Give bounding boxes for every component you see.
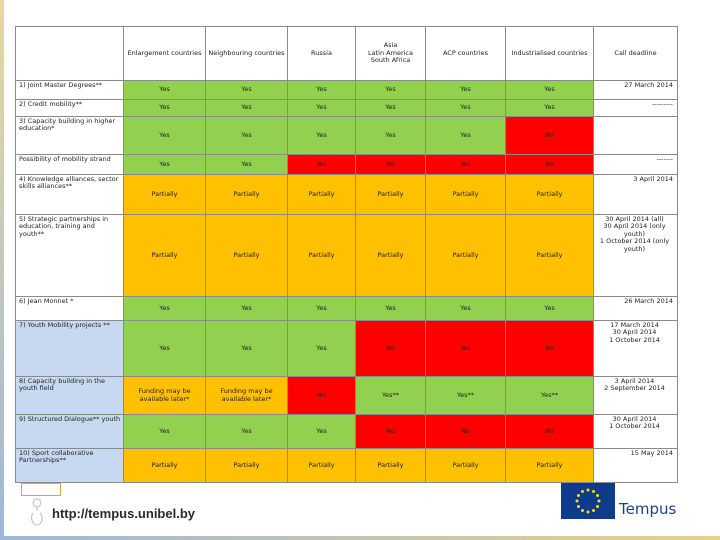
cell-asia-latam-sa: Partially [356, 215, 426, 297]
cell-deadline: 15 May 2014 [594, 449, 678, 483]
row-label: 6) Jean Monnet * [16, 297, 124, 321]
cell-acp: Yes** [426, 377, 506, 415]
cell-industrialised: Yes [506, 81, 594, 100]
cell-industrialised: Partially [506, 449, 594, 483]
cell-asia-latam-sa: No [356, 155, 426, 175]
row-label: 8) Capacity building in the youth field [16, 377, 124, 415]
header-cell-acp: ACP countries [426, 27, 506, 81]
cell-neighbouring: Partially [206, 215, 288, 297]
cell-acp: No [426, 321, 506, 377]
row-label: 1) Joint Master Degrees** [16, 81, 124, 100]
cell-russia: Yes [288, 297, 356, 321]
cell-industrialised: Partially [506, 215, 594, 297]
cell-neighbouring: Partially [206, 449, 288, 483]
row-label: 9) Structured Dialogue** youth [16, 415, 124, 449]
cell-acp: Yes [426, 117, 506, 155]
cell-neighbouring: Yes [206, 155, 288, 175]
header-cell-neighbouring: Neighbouring countries [206, 27, 288, 81]
cell-enlargement: Partially [124, 175, 206, 215]
cell-deadline: 27 March 2014 [594, 81, 678, 100]
cell-deadline: 3 April 2014 2 September 2014 [594, 377, 678, 415]
cell-asia-latam-sa: Yes** [356, 377, 426, 415]
cell-neighbouring: Yes [206, 100, 288, 117]
table-row [16, 415, 678, 449]
cell-neighbouring: Yes [206, 81, 288, 100]
header-cell-enlargement: Enlargement countries [124, 27, 206, 81]
cell-industrialised: No [506, 117, 594, 155]
cell-deadline: ------- [594, 155, 678, 175]
cell-industrialised: No [506, 155, 594, 175]
table-row [16, 297, 678, 321]
cell-russia: Partially [288, 215, 356, 297]
eu-flag-icon [561, 483, 615, 519]
cell-industrialised: No [506, 415, 594, 449]
cell-acp: Yes [426, 81, 506, 100]
cell-asia-latam-sa: Partially [356, 449, 426, 483]
header-cell-russia: Russia [288, 27, 356, 81]
footer-url-link[interactable]: http://tempus.unibel.by [52, 506, 195, 521]
row-label: 3) Capacity building in higher education* [16, 117, 124, 155]
row-label: 5) Strategic partnerships in education, training and youth** [16, 215, 124, 297]
cell-asia-latam-sa: Partially [356, 175, 426, 215]
cell-neighbouring: Partially [206, 175, 288, 215]
cell-deadline: 3 April 2014 [594, 175, 678, 215]
cell-deadline [594, 117, 678, 155]
row-label: 2) Credit mobility** [16, 100, 124, 117]
cell-deadline: 17 March 2014 30 April 2014 1 October 2014 [594, 321, 678, 377]
cell-neighbouring: Yes [206, 415, 288, 449]
cell-enlargement: Funding may be available later* [124, 377, 206, 415]
header-cell-corner [16, 27, 124, 81]
cell-enlargement: Yes [124, 155, 206, 175]
cell-asia-latam-sa: No [356, 321, 426, 377]
cell-enlargement: Yes [124, 117, 206, 155]
cell-neighbouring: Funding may be available later* [206, 377, 288, 415]
table-row [16, 81, 678, 100]
cell-asia-latam-sa: Yes [356, 100, 426, 117]
cell-acp: Partially [426, 449, 506, 483]
frame-bottom-border [0, 536, 720, 540]
cell-asia-latam-sa: Yes [356, 297, 426, 321]
cell-russia: Yes [288, 117, 356, 155]
slide-decoration-box [21, 483, 61, 496]
cell-russia: Yes [288, 321, 356, 377]
cell-acp: Partially [426, 215, 506, 297]
cell-russia: Yes [288, 100, 356, 117]
cell-deadline: 30 April 2014 1 October 2014 [594, 415, 678, 449]
cell-enlargement: Yes [124, 100, 206, 117]
cell-russia: Partially [288, 449, 356, 483]
cell-deadline: 26 March 2014 [594, 297, 678, 321]
cell-industrialised: Yes [506, 297, 594, 321]
cell-enlargement: Partially [124, 449, 206, 483]
frame-left-border [0, 0, 4, 540]
cell-acp: Partially [426, 175, 506, 215]
cell-acp: No [426, 415, 506, 449]
table-row [16, 449, 678, 483]
table-row [16, 155, 678, 175]
cell-industrialised: Yes** [506, 377, 594, 415]
cell-asia-latam-sa: Yes [356, 117, 426, 155]
cell-enlargement: Yes [124, 297, 206, 321]
row-label: 7) Youth Mobility projects ** [16, 321, 124, 377]
cell-neighbouring: Yes [206, 321, 288, 377]
cell-industrialised: No [506, 321, 594, 377]
cell-russia: Yes [288, 415, 356, 449]
header-cell-industrialised: Industrialised countries [506, 27, 594, 81]
tempus-logo: Tempus [619, 500, 677, 518]
cell-neighbouring: Yes [206, 297, 288, 321]
table-row [16, 175, 678, 215]
cell-enlargement: Yes [124, 415, 206, 449]
cell-acp: No [426, 155, 506, 175]
header-cell-deadline: Call deadline [594, 27, 678, 81]
table-row [16, 117, 678, 155]
cell-acp: Yes [426, 297, 506, 321]
cell-enlargement: Partially [124, 215, 206, 297]
paperclip-icon [30, 497, 44, 527]
eligibility-table [15, 26, 678, 483]
cell-industrialised: Partially [506, 175, 594, 215]
cell-deadline: --------- [594, 100, 678, 117]
header-cell-asia-latam-sa: Asia Latin America South Africa [356, 27, 426, 81]
header-row [16, 27, 678, 81]
cell-asia-latam-sa: Yes [356, 81, 426, 100]
table-row [16, 377, 678, 415]
cell-russia: Yes [288, 81, 356, 100]
cell-acp: Yes [426, 100, 506, 117]
table-row [16, 321, 678, 377]
table-row [16, 100, 678, 117]
row-label: 10) Sport collaborative Partnerships** [16, 449, 124, 483]
cell-russia: No [288, 377, 356, 415]
cell-neighbouring: Yes [206, 117, 288, 155]
table-row [16, 215, 678, 297]
cell-deadline: 30 April 2014 (all) 30 April 2014 (only youth) 1 October 2014 (only youth) [594, 215, 678, 297]
cell-russia: No [288, 155, 356, 175]
cell-asia-latam-sa: No [356, 415, 426, 449]
cell-enlargement: Yes [124, 81, 206, 100]
cell-industrialised: Yes [506, 100, 594, 117]
cell-enlargement: Yes [124, 321, 206, 377]
row-label: 4) Knowledge alliances, sector skills alliances** [16, 175, 124, 215]
row-label: Possibility of mobility strand [16, 155, 124, 175]
cell-russia: Partially [288, 175, 356, 215]
